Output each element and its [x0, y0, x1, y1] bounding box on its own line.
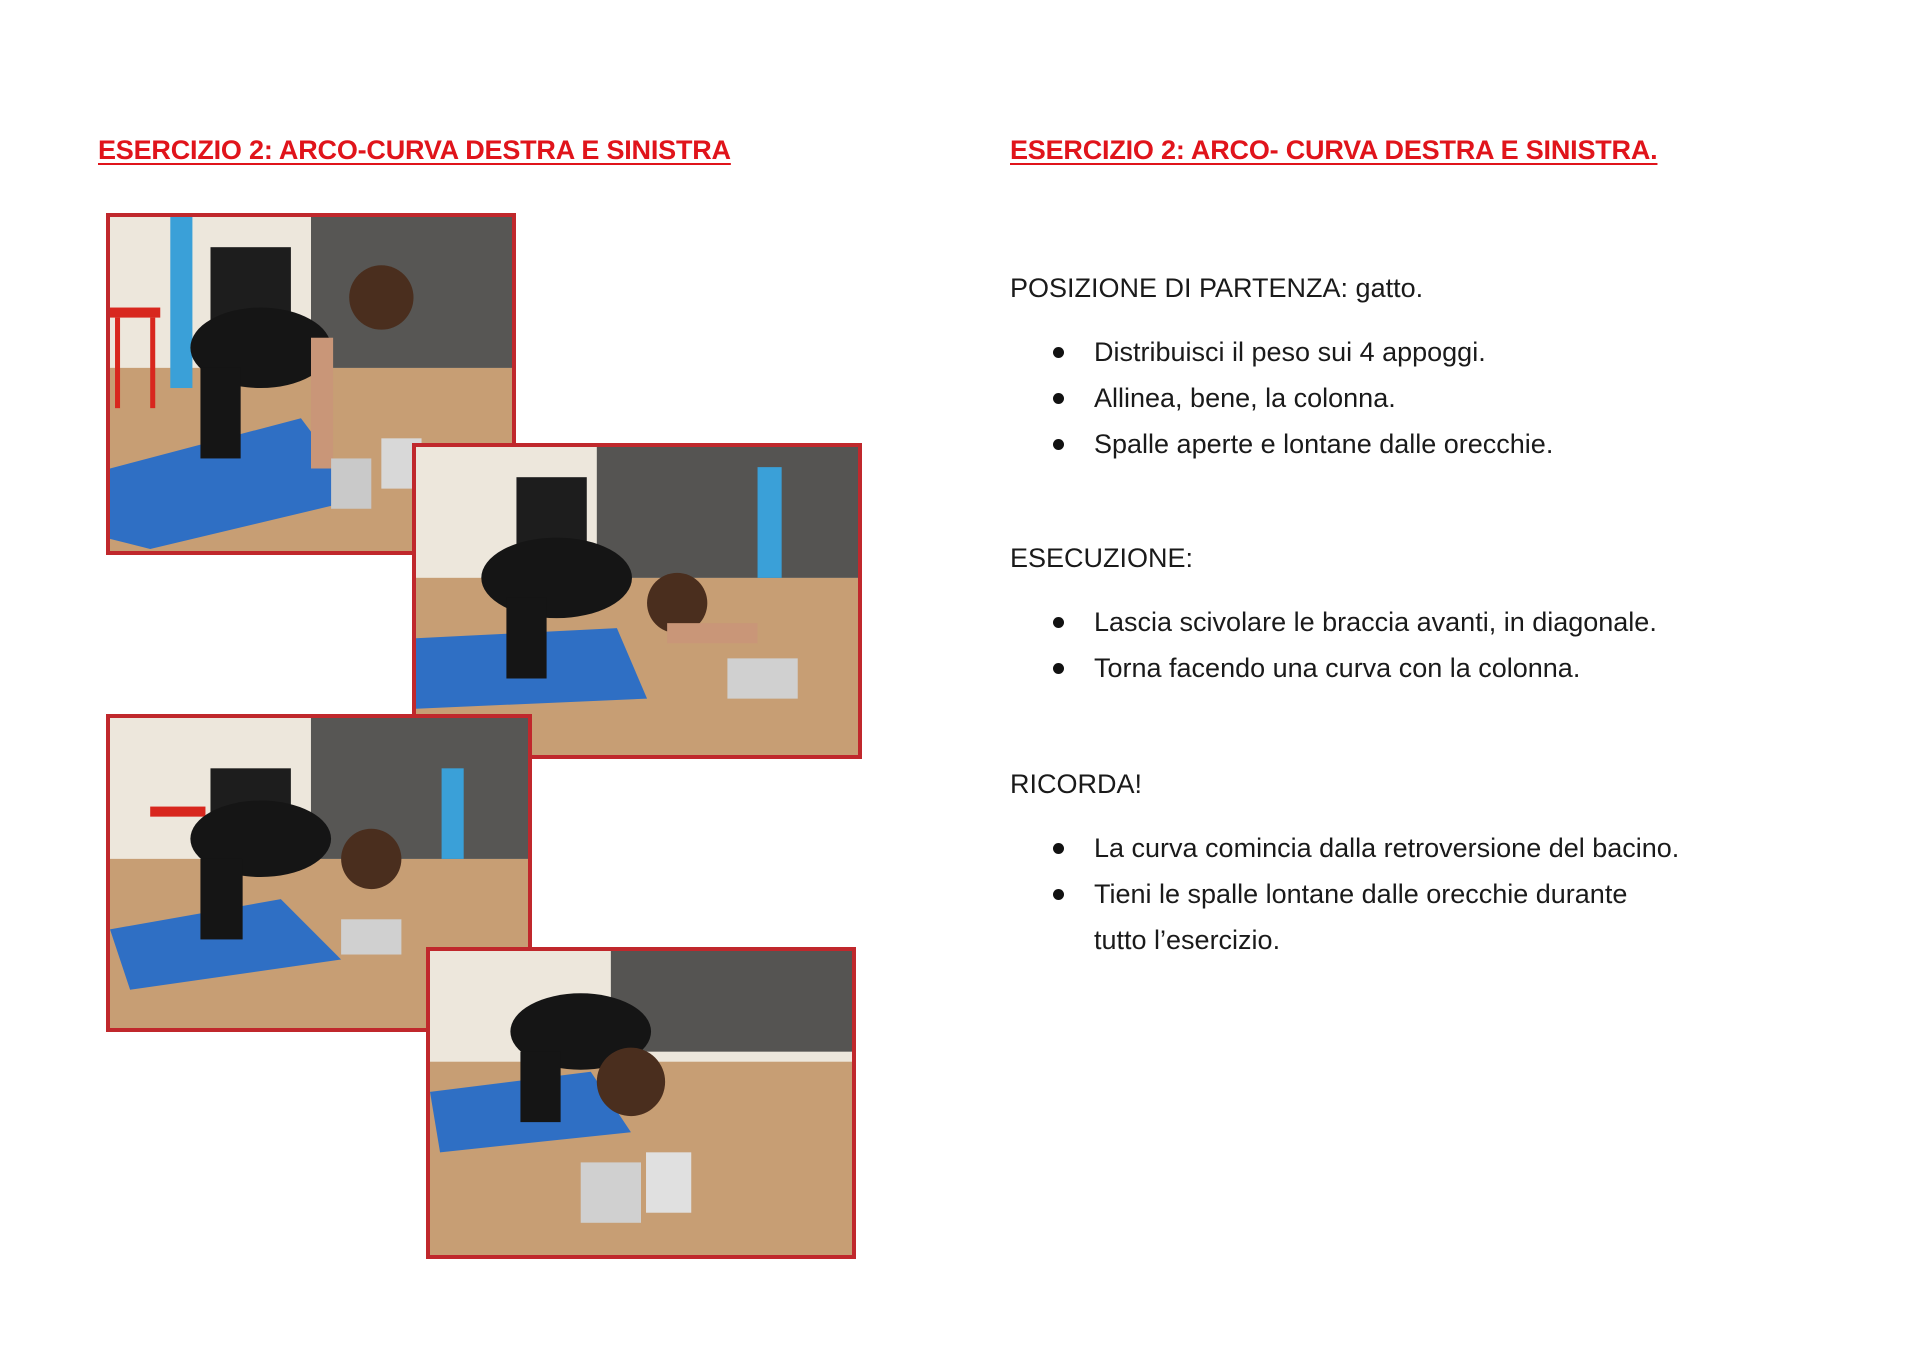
list-item: Torna facendo una curva con la colonna. — [1010, 645, 1850, 691]
list-item: Allinea, bene, la colonna. — [1010, 375, 1850, 421]
list-item: Spalle aperte e lontane dalle orecchie. — [1010, 421, 1850, 467]
bullet-icon — [1053, 843, 1064, 854]
bullet-list — [1010, 599, 1850, 691]
bullet-icon — [1053, 617, 1064, 628]
section-execution — [1010, 535, 1850, 691]
list-item: Distribuisci il peso sui 4 appoggi. — [1010, 329, 1850, 375]
bullet-icon — [1053, 663, 1064, 674]
exercise-photo-deep-curve — [426, 947, 856, 1259]
section-heading: RICORDA! — [1010, 769, 1143, 799]
list-item: La curva comincia dalla retroversione del bacino. — [1010, 825, 1850, 871]
exercise-photo-slide-forward — [412, 443, 862, 759]
section-heading: ESECUZIONE: — [1010, 543, 1194, 573]
bullet-list — [1010, 825, 1850, 963]
section-remember — [1010, 761, 1850, 963]
instructions-column — [1010, 265, 1850, 963]
bullet-icon — [1053, 439, 1064, 450]
list-item: Lascia scivolare le braccia avanti, in diagonale. — [1010, 599, 1850, 645]
bullet-list — [1010, 329, 1850, 467]
right-title: ESERCIZIO 2: ARCO- CURVA DESTRA E SINISTRA. — [1010, 135, 1658, 165]
left-title: ESERCIZIO 2: ARCO-CURVA DESTRA E SINISTRA — [98, 135, 731, 165]
bullet-icon — [1053, 393, 1064, 404]
list-item: Tieni le spalle lontane dalle orecchie durante tutto l’esercizio. — [1010, 871, 1850, 963]
section-heading: POSIZIONE DI PARTENZA: gatto. — [1010, 273, 1424, 303]
section-starting-position — [1010, 265, 1850, 467]
bullet-icon — [1053, 889, 1064, 900]
bullet-icon — [1053, 347, 1064, 358]
